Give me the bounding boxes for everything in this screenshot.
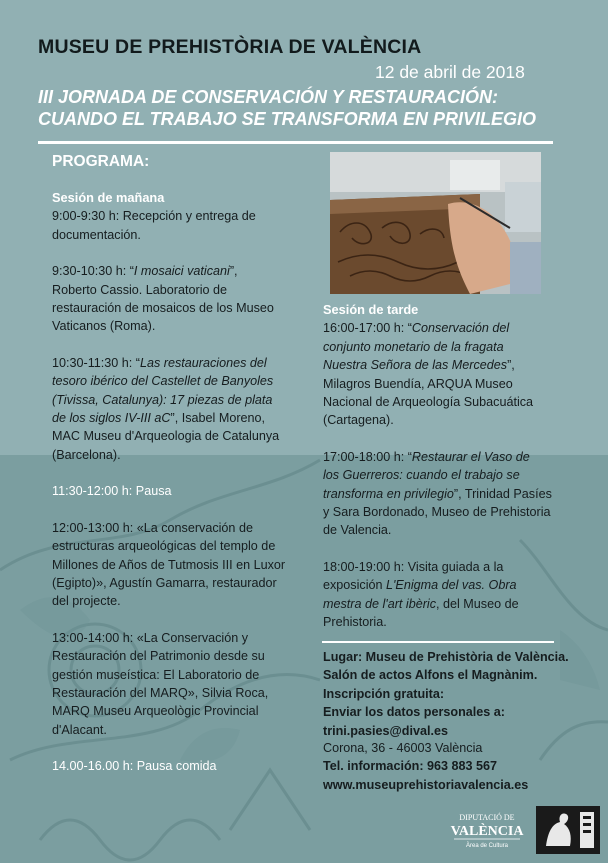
diputacio-logo-image [448,808,526,850]
talk-title: Conservación del [411,321,510,336]
contact-info [323,739,573,794]
program-line: 9:00-9:30 h: Recepción y entrega de [52,209,256,224]
subtitle-line: III JORNADA DE CONSERVACIÓN Y RESTAURACIÓN: [38,87,499,107]
afternoon-session-heading: Sesión de tarde [323,302,419,317]
program-time: 10:30-11:30 h: “ [52,355,140,370]
program-item [323,558,573,632]
morning-session-heading: Sesión de mañana [52,190,165,205]
program-line: MARQ Museu Arqueològic Provincial [52,704,259,719]
museum-title: MUSEU DE PREHISTÒRIA DE VALÈNCIA [38,36,422,58]
program-line: Vaticanos (Roma). [52,319,156,334]
talk-title: de los siglos IV-III aC [52,411,171,426]
program-line: y Sara Bordonado, Museo de Prehistoria [323,505,551,520]
venue-info [323,648,573,740]
program-line: Prehistoria. [323,615,387,630]
talk-title: Restaurar el Vaso de [411,449,530,464]
program-item [52,262,314,336]
program-text: ”, Trinidad Pasíes [453,486,552,501]
info-line: Lugar: Museu de Prehistòria de València. [323,650,569,664]
talk-title: tesoro ibérico del Castellet de Banyoles [52,374,274,389]
program-item [52,354,314,464]
info-line: Inscripción gratuita: [323,686,445,701]
divider [322,641,554,643]
program-line [323,319,573,337]
program-time: 9:30-10:30 h: “ [52,264,134,279]
talk-title: mestra de l'art ibèric [323,596,436,611]
talk-title: transforma en privilegio [323,486,454,501]
program-line [323,448,573,466]
pause-label: 14.00-16.00 h: Pausa comida [52,759,217,774]
program-line: Roberto Cassio. Laboratorio de [52,282,228,297]
program-item [52,207,314,244]
logo-text: VALÈNCIA [450,824,524,839]
divider [38,141,553,144]
program-line [323,356,573,374]
program-line: MAC Museu d'Arqueologia de Catalunya [52,429,280,444]
program-line [323,485,573,503]
pause-label: 11:30-12:00 h: Pausa [52,484,172,499]
program-line [52,409,314,427]
program-line: Millones de Años de Tutmosis III en Luxor [52,557,286,572]
info-line: Enviar los datos personales a: [323,705,505,720]
program-text: ”, [229,264,238,279]
program-line: 12:00-13:00 h: «La conservación de [52,520,253,535]
program-line [52,262,314,280]
program-line: estructuras arqueológicas del templo de [52,539,276,554]
program-line: Restauración del Patrimonio desde su [52,649,265,664]
logo-text: DIPUTACIÓ DE [459,813,515,822]
program-text: ”, Isabel Moreno, [170,411,266,426]
logo-text: Àrea de Cultura [465,843,509,849]
info-line: trini.pasies@dival.es [323,723,448,738]
program-line: Restauración del MARQ», Silvia Roca, [52,685,269,700]
program-line: d'Alacant. [52,722,107,737]
contact-line: Tel. información: 963 883 567 [323,759,498,774]
event-date: 12 de abril de 2018 [375,62,525,82]
program-line: gestión museística: El Laboratorio de [52,667,260,682]
program-item [52,519,314,611]
contact-line: Corona, 36 - 46003 València [323,741,483,755]
program-line: restauración de mosaicos de los Museo [52,301,274,316]
morning-session [52,189,314,776]
event-subtitle [38,86,578,130]
program-time: 16:00-17:00 h: “ [323,321,412,336]
program-line: documentación. [52,227,141,242]
restoration-photo [330,152,541,294]
program-time: 17:00-18:00 h: “ [323,449,412,464]
talk-title: Las restauraciones del [139,355,267,370]
program-line: (Egipto)», Agustín Gamarra, restaurador [52,575,277,590]
program-line [52,354,314,372]
program-item [323,448,573,540]
talk-title: L'Enigma del vas. Obra [386,578,517,593]
program-line: 13:00-14:00 h: «La Conservación y [52,630,249,645]
talk-title: conjunto monetario de la fragata [323,339,504,354]
subtitle-line: CUANDO EL TRABAJO SE TRANSFORMA EN PRIVILEGIO [38,109,537,129]
contact-line: www.museuprehistoriavalencia.es [323,777,529,792]
program-line: (Cartagena). [323,413,394,428]
info-line: Salón de actos Alfons el Magnànim. [323,668,538,683]
program-line: Milagros Buendía, ARQUA Museo [323,376,513,391]
sip-logo [536,806,600,854]
programa-heading: PROGRAMA: [52,153,150,170]
talk-title: los Guerreros: cuando el trabajo se [323,468,520,483]
talk-title: (Tivissa, Catalunya): 17 piezas de plata [52,392,273,407]
program-line: (Barcelona). [52,447,121,462]
talk-title: Nuestra Señora de las Mercedes [323,358,508,373]
program-line: de Valencia. [323,523,392,538]
diputacio-logo [448,808,526,850]
program-line [323,576,573,594]
program-line: Nacional de Arqueología Subacuática [323,395,534,410]
afternoon-session [323,301,573,632]
program-line [323,595,573,613]
program-text: , del Museo de [436,596,519,611]
program-line: 18:00-19:00 h: Visita guiada a la [323,559,504,574]
program-item [323,319,573,429]
program-text: exposición [323,578,387,593]
program-item [52,629,314,739]
program-text: ”, [507,358,515,373]
program-line: del projecte. [52,594,121,609]
talk-title: I mosaici vaticani [133,264,230,279]
sip-logo-image [536,806,600,854]
